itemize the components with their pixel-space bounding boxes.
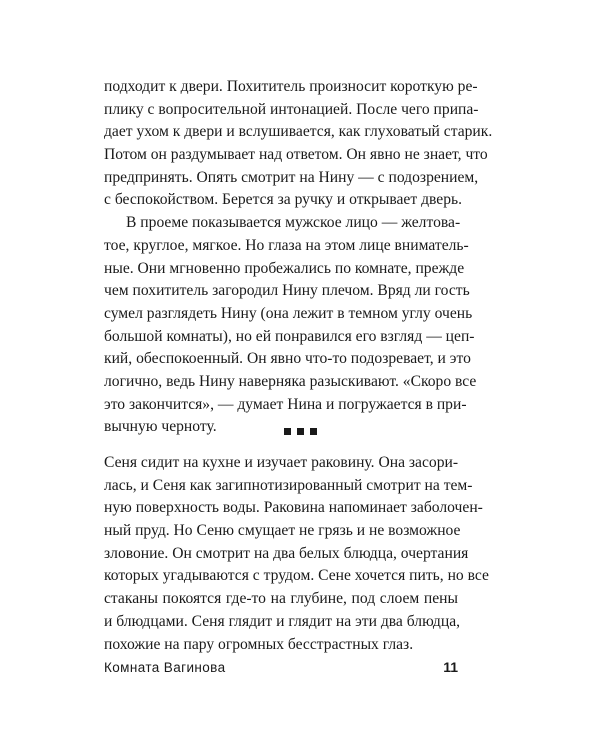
paragraph-1 xyxy=(104,76,493,212)
text-line: подходит к двери. Похититель произносит короткую ре- xyxy=(104,78,478,95)
section-separator xyxy=(0,428,600,435)
text-line: похожие на пару огромных бесстрастных глаз. xyxy=(104,635,414,653)
text-line: это закончится», — думает Нина и погружается в при- xyxy=(104,395,467,413)
text-line: большой комнаты), но ей понравился его взгляд — цеп- xyxy=(104,327,475,345)
text-line: логично, ведь Нину наверняка разыскивают. «Скоро все xyxy=(104,372,477,390)
separator-square-icon xyxy=(310,428,317,435)
text-line: Сеня сидит на кухне и изучает раковину. Она засори- xyxy=(104,454,459,471)
text-line: чем похититель загородил Нину плечом. Вряд ли гость xyxy=(104,282,470,300)
text-line: вычную черноту. xyxy=(104,418,217,436)
text-line: лась, и Сеня как загипнотизированный смотрит на тем- xyxy=(104,476,473,494)
text-line: и блюдцами. Сеня глядит и глядит на эти два блюдца, xyxy=(104,612,461,630)
text-section-2 xyxy=(104,452,489,656)
text-line: тое, круглое, мягкое. Но глаза на этом лице вниматель- xyxy=(104,236,469,254)
running-footer-title: Комната Вагинова xyxy=(104,660,226,675)
text-section-1 xyxy=(104,76,493,439)
paragraph-3 xyxy=(104,452,489,656)
text-line: В проеме показывается мужское лицо — желтова- xyxy=(126,214,461,232)
text-line: которых угадываются с трудом. Сене хочется пить, но все xyxy=(104,567,489,585)
text-line: дает ухом к двери и вслушивается, как глуховатый старик. xyxy=(104,123,493,141)
page-number: 11 xyxy=(443,659,458,675)
text-line: плику с вопросительной интонацией. После чего припа- xyxy=(104,100,479,118)
separator-square-icon xyxy=(284,428,291,435)
text-line: зловоние. Он смотрит на два белых блюдца, очертания xyxy=(104,544,469,562)
text-line: кий, обеспокоенный. Он явно что-то подозревает, и это xyxy=(104,350,471,368)
text-line: ную поверхность воды. Раковина напоминает заболочен- xyxy=(104,499,483,517)
separator-square-icon xyxy=(297,428,304,435)
text-line: Потом он раздумывает над ответом. Он явно не знает, что xyxy=(104,146,488,164)
text-line: стаканы покоятся где-то на глубине, под слоем пены xyxy=(104,590,458,608)
text-line: предпринять. Опять смотрит на Нину — с подозрением, xyxy=(104,168,479,186)
text-line: ные. Они мгновенно пробежались по комнате, прежде xyxy=(104,259,465,277)
text-line: ный пруд. Но Сеню смущает не грязь и не возможное xyxy=(104,522,461,540)
text-line: сумел разглядеть Нину (она лежит в темном углу очень xyxy=(104,304,473,322)
paragraph-2 xyxy=(104,212,477,439)
text-line: с беспокойством. Берется за ручку и открывает дверь. xyxy=(104,191,463,209)
